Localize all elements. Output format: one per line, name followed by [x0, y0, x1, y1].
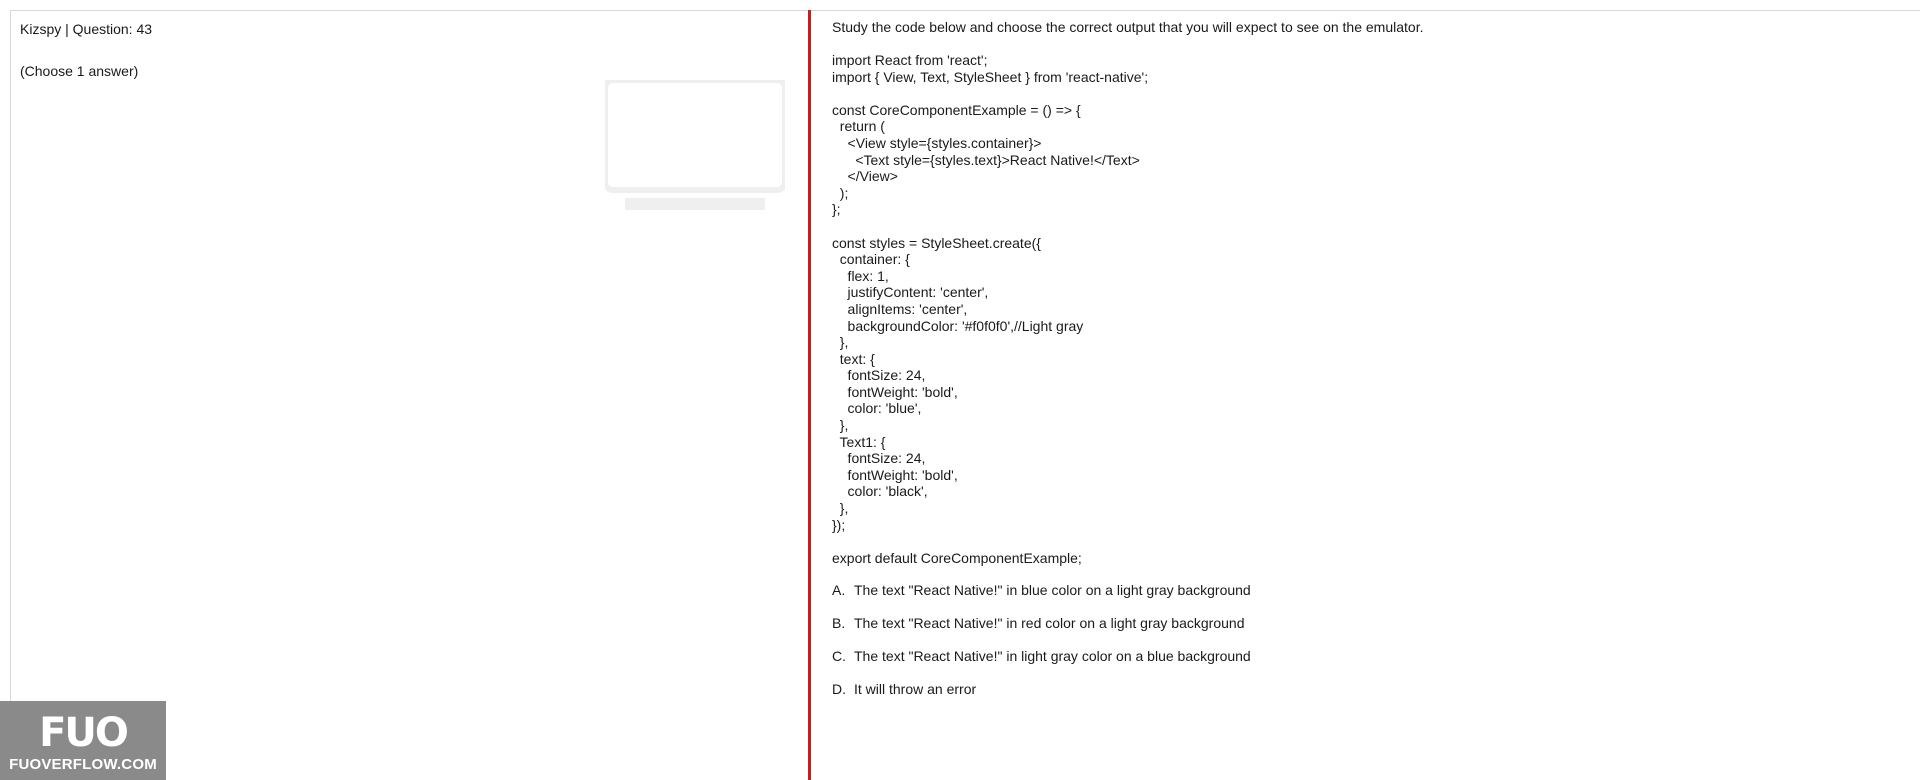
option-text: The text "React Native!" in light gray color on a blue background [854, 648, 1251, 665]
code-line: }, [832, 500, 849, 517]
option-letter: B. [832, 615, 846, 632]
code-line: text: { [832, 350, 875, 367]
code-line: color: 'black', [832, 483, 928, 500]
code-line: fontSize: 24, [832, 450, 926, 467]
code-line: import React from 'react'; [832, 52, 988, 68]
code-line: }; [832, 201, 841, 218]
option-letter: C. [832, 648, 846, 665]
code-line: color: 'blue', [832, 400, 922, 417]
code-line: fontSize: 24, [832, 367, 926, 384]
code-line: fontWeight: 'bold', [832, 466, 958, 483]
question-content-panel [832, 19, 1892, 714]
panel-divider [808, 10, 811, 780]
code-line: return ( [832, 118, 885, 135]
code-line: </View> [832, 168, 898, 185]
code-line [832, 533, 1892, 550]
code-line: export default CoreComponentExample; [832, 549, 1082, 566]
option-text: The text "React Native!" in blue color on a light gray background [854, 582, 1251, 599]
code-snippet [832, 52, 1892, 566]
answer-instructions: (Choose 1 answer) [20, 63, 139, 79]
logo-text: FUOVERFLOW.COM [9, 756, 157, 773]
code-line: backgroundColor: '#f0f0f0',//Light gray [832, 317, 1084, 334]
code-line: }, [832, 334, 849, 351]
code-line: <Text style={styles.text}>React Native!</Text> [832, 151, 1140, 168]
option-text: The text "React Native!" in red color on a light gray background [854, 615, 1245, 632]
code-line [832, 85, 1892, 102]
code-line: flex: 1, [832, 267, 889, 284]
code-line: container: { [832, 251, 910, 268]
question-header: Kizspy | Question: 43 [20, 21, 153, 37]
site-logo [0, 701, 166, 780]
answer-option[interactable] [832, 648, 1892, 665]
code-line: <View style={styles.container}> [832, 134, 1042, 151]
code-line: justifyContent: 'center', [832, 284, 989, 301]
code-line: ); [832, 184, 849, 201]
code-line: }, [832, 417, 849, 434]
option-letter: A. [832, 582, 846, 599]
answer-option[interactable] [832, 582, 1892, 599]
code-line: import { View, Text, StyleSheet } from 'react-native'; [832, 68, 1149, 85]
answer-option[interactable] [832, 681, 1892, 698]
logo-mark: FUO [39, 710, 127, 756]
answer-options [832, 582, 1892, 698]
code-line: }); [832, 516, 846, 533]
code-line: const styles = StyleSheet.create({ [832, 234, 1041, 251]
code-line: fontWeight: 'bold', [832, 383, 958, 400]
code-line: const CoreComponentExample = () => { [832, 101, 1081, 118]
watermark-logo [605, 80, 785, 220]
option-letter: D. [832, 681, 846, 698]
answer-option[interactable] [832, 615, 1892, 632]
question-prompt: Study the code below and choose the correct output that you will expect to see on the emulator. [832, 19, 1424, 35]
option-text: It will throw an error [854, 681, 977, 698]
code-line [832, 218, 1892, 235]
code-line: alignItems: 'center', [832, 300, 968, 317]
code-line: Text1: { [832, 433, 886, 450]
